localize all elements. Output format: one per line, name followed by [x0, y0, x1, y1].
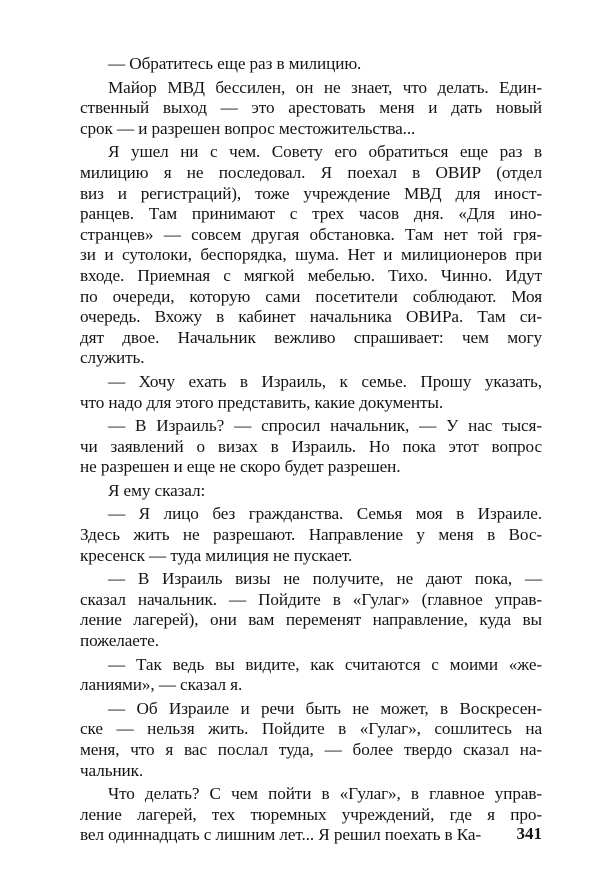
text-line: срок — и разрешен вопрос местожительства... [80, 118, 416, 138]
text-line: входе. Приемная с мягкой мебелью. Тихо. Чинно. Идут [80, 265, 542, 285]
text-line: что надо для этого представить, какие документы. [80, 392, 444, 412]
text-line: чи заявлений о визах в Израиль. Но пока этот вопрос [80, 436, 542, 456]
paragraph [80, 481, 542, 502]
text-line: не разрешен и еще не скоро будет разрешен. [80, 457, 401, 477]
text-line: виз и регистраций), тоже учреждение МВД для иност- [80, 183, 542, 203]
text-line: — В Израиль? — спросил начальник, — У нас тыся- [108, 416, 542, 436]
text-line: — Обратитесь еще раз в милицию. [108, 54, 362, 73]
paragraph [80, 416, 542, 478]
text-line: кресенск — туда милиция не пускает. [80, 545, 353, 565]
text-line: — Хочу ехать в Израиль, к семье. Прошу указать, [108, 371, 542, 391]
text-line: странцев» — совсем другая обстановка. Там нет той гря- [80, 224, 542, 244]
text-line: очередь. Вхожу в кабинет начальника ОВИРа. Там си- [80, 307, 542, 327]
paragraph [80, 699, 542, 781]
text-line: Майор МВД бессилен, он не знает, что делать. Един- [108, 77, 542, 97]
paragraph [80, 655, 542, 696]
text-line: пожелаете. [80, 631, 159, 651]
text-line: сказал начальник. — Пойдите в «Гулаг» (главное управ- [80, 589, 542, 609]
text-line: Я ушел ни с чем. Совету его обратиться еще раз в [108, 142, 542, 162]
text-line: ске — нельзя жить. Пойдите в «Гулаг», сошлитесь на [80, 719, 542, 739]
paragraph [80, 784, 542, 846]
text-line: вел одиннадцать с лишним лет... Я решил поехать в Ка- [80, 825, 482, 845]
text-line: ственный выход — это арестовать меня и дать новый [80, 98, 542, 118]
page-body [80, 54, 542, 849]
text-line: ланиями», — сказал я. [80, 675, 243, 695]
page-number: 341 [516, 824, 542, 843]
text-line: Я ему сказал: [108, 480, 206, 500]
text-line: ление лагерей), они вам переменят направление, куда вы [80, 610, 542, 630]
text-line: меня, что я вас послал туда, — более твердо сказал на- [80, 740, 542, 759]
text-line: Что делать? С чем пойти в «Гулаг», в главное управ- [108, 784, 542, 804]
text-line: — Так ведь вы видите, как считаются с моими «же- [108, 654, 542, 674]
text-line: чальник. [80, 760, 144, 780]
text-line: — В Израиль визы не получите, не дают пока, — [108, 569, 542, 589]
paragraph [80, 78, 542, 140]
text-line: служить. [80, 348, 145, 368]
paragraph [80, 504, 542, 566]
paragraph [80, 569, 542, 651]
text-line: милицию я не последовал. Я поехал в ОВИР (отдел [80, 162, 542, 182]
text-line: Здесь жить не разрешают. Направление у меня в Вос- [80, 525, 542, 545]
text-line: дят двое. Начальник вежливо спрашивает: чем могу [80, 327, 542, 347]
text-line: по очереди, которую сами посетители соблюдают. Моя [80, 286, 542, 306]
text-line: — Я лицо без гражданства. Семья моя в Израиле. [108, 504, 542, 524]
text-line: ление лагерей, тех тюремных учреждений, где я про- [80, 804, 542, 824]
text-line: зи и сутолоки, беспорядка, шума. Нет и милиционеров при [80, 245, 542, 265]
paragraph [80, 54, 542, 75]
text-line: — Об Израиле и речи быть не может, в Воскресен- [108, 698, 542, 718]
paragraph [80, 142, 542, 369]
paragraph [80, 372, 542, 413]
text-line: ранцев. Там принимают с трех часов дня. «Для ино- [80, 204, 542, 224]
